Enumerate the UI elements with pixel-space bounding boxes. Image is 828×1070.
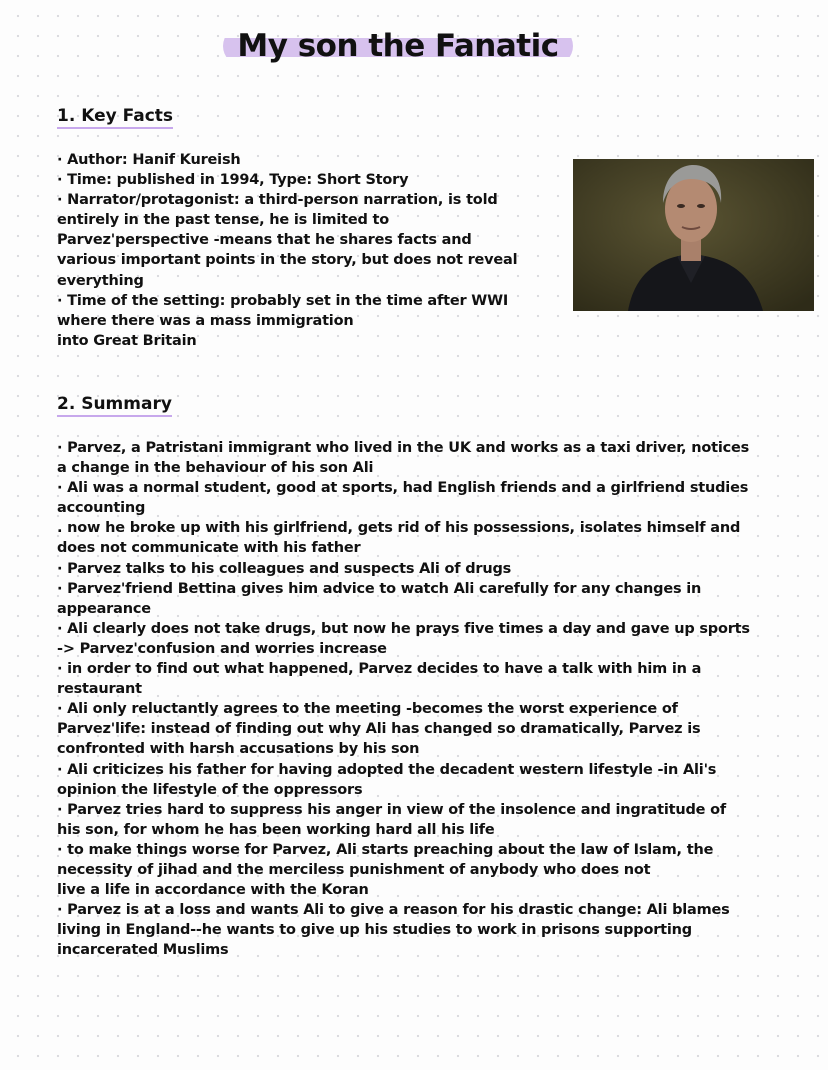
summary-line: confronted with harsh accusations by his son [57, 741, 420, 758]
summary-line: Parvez'life: instead of finding out why Ali has changed so dramatically, Parvez is [57, 721, 701, 738]
summary-list [57, 438, 750, 960]
summary-line: · in order to find out what happened, Parvez decides to have a talk with him in a [57, 661, 702, 678]
key-facts-line: · Narrator/protagonist: a third-person narration, is told [57, 192, 498, 209]
summary-line: · Parvez talks to his colleagues and suspects Ali of drugs [57, 560, 512, 577]
summary-line: · Ali criticizes his father for having adopted the decadent western lifestyle -in Ali's [57, 761, 717, 778]
summary-line: -> Parvez'confusion and worries increase [57, 640, 387, 657]
summary-line: · Ali only reluctantly agrees to the meeting -becomes the worst experience of [57, 701, 678, 718]
section-heading-summary: 2. Summary [57, 393, 172, 417]
title-container [0, 26, 828, 66]
summary-line: · to make things worse for Parvez, Ali starts preaching about the law of Islam, the [57, 841, 714, 858]
summary-line: · Parvez'friend Bettina gives him advice to watch Ali carefully for any changes in [57, 580, 702, 597]
author-portrait-illustration [573, 159, 814, 311]
summary-line: a change in the behaviour of his son Ali [57, 460, 374, 477]
summary-line: live a life in accordance with the Koran [57, 882, 369, 899]
summary-line: accounting [57, 500, 146, 517]
summary-line: living in England--he wants to give up his studies to work in prisons supporting [57, 922, 692, 939]
summary-line: · Parvez, a Patristani immigrant who lived in the UK and works as a taxi driver, notices [57, 440, 750, 456]
summary-line: incarcerated Muslims [57, 942, 229, 959]
summary-line: does not communicate with his father [57, 540, 361, 557]
summary-line: · Parvez tries hard to suppress his anger in view of the insolence and ingratitude of [57, 801, 727, 818]
key-facts-list [57, 150, 517, 351]
summary-line: · Ali clearly does not take drugs, but now he prays five times a day and gave up sports [57, 620, 750, 637]
summary-line: restaurant [57, 681, 142, 698]
section-heading-key-facts: 1. Key Facts [57, 105, 173, 129]
key-facts-line: where there was a mass immigration [57, 312, 354, 329]
key-facts-line: · Time of the setting: probably set in the time after WWI [57, 292, 509, 309]
key-facts-line: Parvez'perspective -means that he shares facts and [57, 232, 472, 249]
summary-line: · Ali was a normal student, good at sports, had English friends and a girlfriend studies [57, 480, 749, 497]
key-facts-line: · Author: Hanif Kureish [57, 152, 241, 168]
summary-line: necessity of jihad and the merciless punishment of anybody who does not [57, 861, 651, 878]
key-facts-line: entirely in the past tense, he is limited to [57, 212, 390, 229]
author-photo [573, 159, 814, 311]
key-facts-line: · Time: published in 1994, Type: Short Story [57, 172, 409, 189]
summary-line: · Parvez is at a loss and wants Ali to give a reason for his drastic change: Ali blames [57, 902, 730, 919]
page-title: My son the Fanatic [223, 26, 572, 66]
key-facts-line: various important points in the story, but does not reveal [57, 252, 518, 269]
key-facts-line: into Great Britain [57, 332, 197, 349]
summary-line: opinion the lifestyle of the oppressors [57, 781, 363, 798]
summary-line: . now he broke up with his girlfriend, gets rid of his possessions, isolates himself and [57, 520, 741, 537]
key-facts-line: everything [57, 272, 144, 289]
summary-line: appearance [57, 600, 151, 617]
summary-line: his son, for whom he has been working hard all his life [57, 821, 495, 838]
